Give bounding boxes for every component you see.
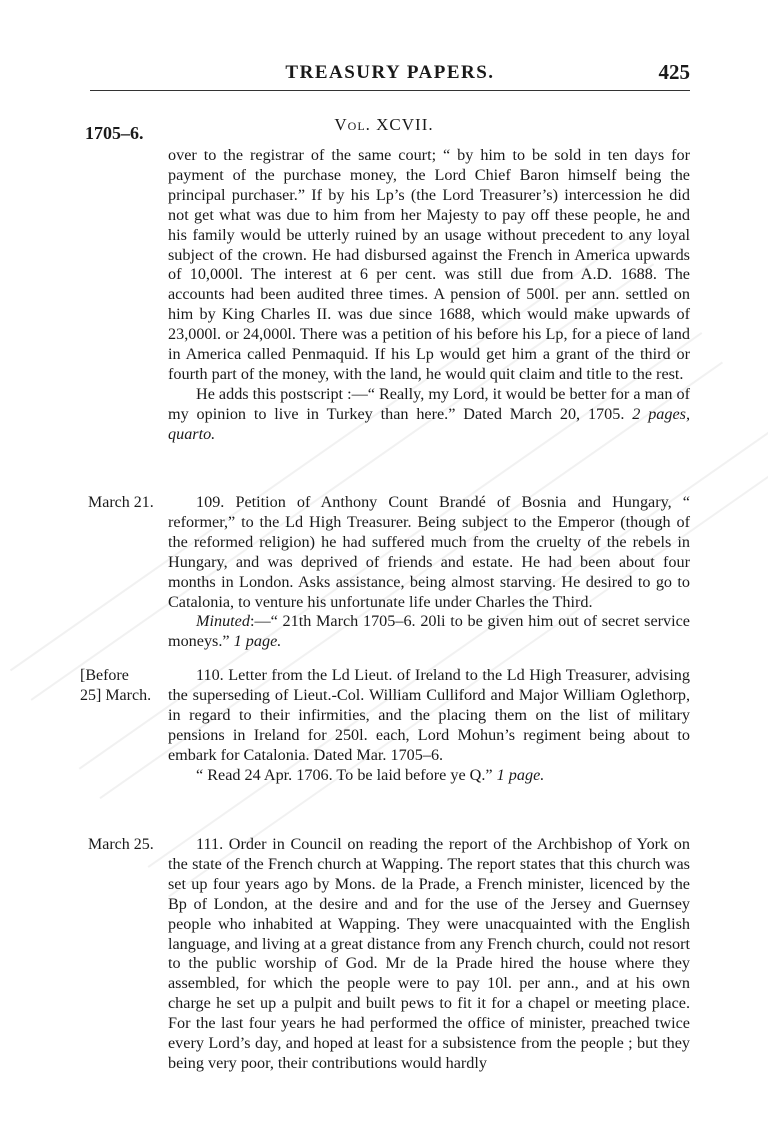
entry-109-date: March 21.: [88, 494, 154, 511]
entry-109-minute: [168, 612, 690, 652]
entry-110-date: [80, 666, 170, 706]
volume-heading: Vol. XCVII.: [334, 115, 434, 134]
entry-110-date-line1: [Before: [80, 667, 129, 684]
postscript-paragraph: [168, 385, 690, 445]
postscript-note: 2 pages, quarto.: [168, 404, 691, 443]
postscript-text: He adds this postscript :—“ Really, my Lord, it would be better for a man of my opinion to live in Turkey than here.” Dated March 20, 1705.: [168, 384, 690, 423]
entry-110-date-line2: 25] March.: [80, 686, 152, 704]
entry-109-minute-text: :—“ 21th March 1705–6. 20li to be given him out of secret service moneys.”: [168, 612, 690, 651]
page-number: 425: [658, 60, 690, 84]
entry-111: [168, 835, 690, 1074]
entry-109-minute-label: Minuted: [196, 612, 250, 631]
entry-110-minute-text: “ Read 24 Apr. 1706. To be laid before ye Q.”: [196, 765, 493, 784]
entry-110-body: Letter from the Ld Lieut. of Ireland to the Ld High Treasurer, advising the superseding of Lieut.-Col. William Culliford and Major William Oglethorp, in regard to their infirmities, and the placing them on the list of military pensions in Ireland for 250l. each, Lord Mohun’s regiment being about to embark for Catalonia. Dated Mar. 1705–6.: [168, 666, 690, 764]
continuation-block: [168, 146, 690, 445]
entry-109-body: Petition of Anthony Count Brandé of Bosnia and Hungary, “ reformer,” to the Ld High Treasurer. Being subject to the Emperor (though of the reformed religion) he had suffered much from the cruelty of the rebels in Hungary, and was deprived of friends and estate. He had been about four months in London. Asks assistance, being almost starving. He desired to go to Catalonia, to venture his unfortunate life under Charles the Third.: [168, 493, 690, 611]
margin-year: 1705–6.: [85, 123, 144, 143]
running-header: [90, 60, 690, 91]
entry-111-number: 111.: [196, 835, 224, 853]
entry-111-text: [168, 835, 690, 1074]
entry-109-text: [168, 493, 690, 612]
header-title: TREASURY PAPERS.: [285, 62, 495, 83]
entry-109: [168, 493, 690, 652]
entry-111-body: Order in Council on reading the report of the Archbishop of York on the state of the French church at Wapping. The report states that this church was set up four years ago by Mons. de la Prade, a French minister, licenced by the Bp of London, at the desire and and for the use of the Jersey and Guernsey people who inhabited at Wapping. They were unacquainted with the English language, and living at a great distance from any French church, could not resort to the public worship of God. Mr de la Prade hired the house where they assembled, for which the people were to pay 10l. per ann., and at his own charge he set up a pulpit and built pews to fit it for a chapel or meeting place. For the last four years he had performed the office of minister, preached twice every Lord’s day, and hoped at least for a subsistence from the people ; but they being very poor, their contributions would hardly: [168, 835, 690, 1072]
continuation-paragraph: over to the registrar of the same court; “ by him to be sold in ten days for payment of the purchase money, the Lord Chief Baron himself being the principal purchaser.” If by his Lp’s (the Lord Treasurer’s) intercession he did not get what was due to him from her Majesty to pay off these people, he and his family would be utterly ruined by an usage without precedent to any loyal subject of the crown. He had disbursed against the French in America upwards of 10,000l. The interest at 6 per cent. was still due from A.D. 1688. The accounts had been audited three times. A pension of 500l. per ann. settled on him by King Charles II. was due since 1688, which would make upwards of 23,000l. or 24,000l. There was a petition of his before his Lp, for a piece of land in America called Penmaquid. If his Lp would get him a grant of the third or fourth part of the money, with the land, he would quit claim and title to the rest.: [168, 146, 690, 383]
entry-110-minute: [168, 766, 690, 786]
entry-110-note: 1 page.: [496, 765, 545, 784]
entry-111-date: March 25.: [88, 836, 154, 853]
entry-110-number: 110.: [196, 666, 224, 684]
entry-110-text: [168, 666, 690, 766]
entry-109-note: 1 page.: [233, 632, 282, 651]
entry-109-number: 109.: [196, 493, 225, 511]
entry-110: [168, 666, 690, 785]
